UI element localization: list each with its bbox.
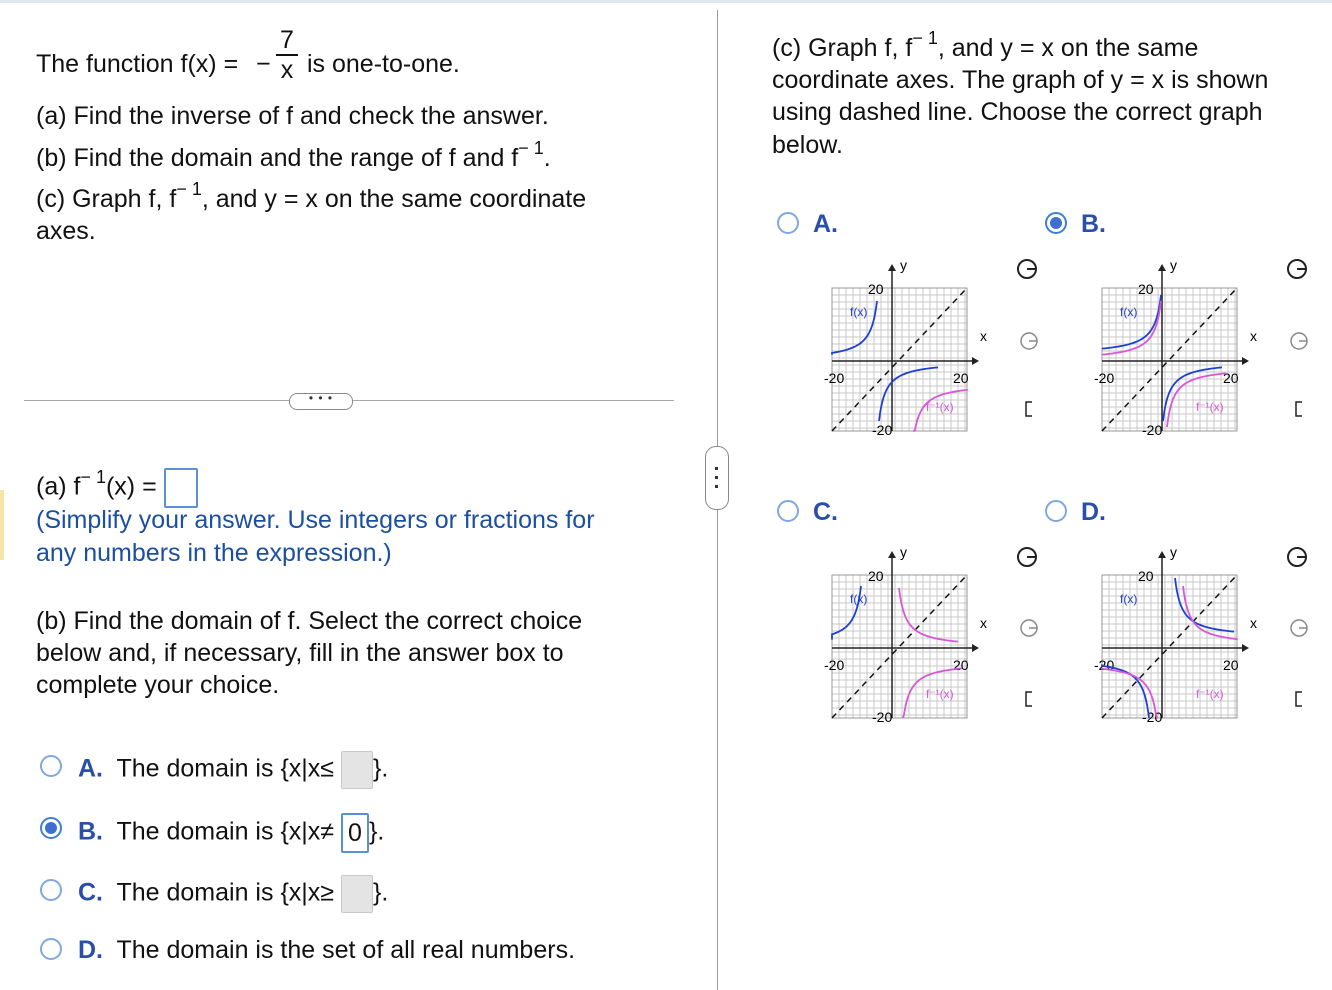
fraction [274, 26, 300, 84]
graph-option-d-label[interactable]: D. [1081, 498, 1106, 526]
part-c-question: (c) Graph f, $f^{- 1}$, and y = x on the same coordinate [36, 179, 587, 213]
graph-option-c-label[interactable]: C. [813, 498, 838, 526]
f-label: f(x) [850, 305, 868, 319]
f-curve-branch [1102, 295, 1161, 349]
f-label: f(x) [1120, 305, 1138, 319]
graph-option-a-label[interactable]: A. [813, 210, 838, 238]
graph-option-b-radio[interactable] [1045, 212, 1067, 234]
graph-option-b-label[interactable]: B. [1081, 210, 1106, 238]
part-b-prompt-line2: below and, if necessary, fill in the answer box to [36, 639, 564, 667]
fraction-numerator: 7 [280, 26, 294, 54]
x-axis-label: x [1250, 615, 1257, 631]
x-axis-arrow [972, 357, 979, 365]
finv-label: f⁻¹(x) [926, 687, 954, 701]
expand-more-button[interactable]: • • • [289, 393, 353, 410]
tick-label-bottom: -20 [1142, 422, 1163, 438]
finv-label: f⁻¹(x) [1196, 687, 1224, 701]
y-axis-arrow [1158, 264, 1166, 271]
graph-a-zoom-icon[interactable] [1018, 330, 1040, 352]
x-axis-arrow [972, 644, 979, 652]
inverse-answer-input[interactable] [164, 468, 198, 508]
top-border [0, 0, 1332, 3]
tick-label-bottom: -20 [872, 709, 893, 725]
tick-label-bottom: -20 [872, 422, 893, 438]
domain-option-b-radio[interactable] [40, 817, 62, 839]
tick-label-top: 20 [1138, 281, 1154, 297]
graph-b [1092, 253, 1257, 443]
y-axis-label: y [900, 257, 907, 273]
focus-indicator [0, 490, 4, 560]
tick-label-left: -20 [1094, 370, 1115, 386]
tick-label-top: 20 [1138, 568, 1154, 584]
part-c-prompt-line3: using dashed line. Choose the correct graph [772, 98, 1263, 126]
answer-a-label: (a) $f^{- 1}(x)$ = [36, 468, 198, 508]
x-axis-label: x [980, 615, 987, 631]
part-c-prompt: (c) Graph f, $f^{- 1}$, and y = x on the same [772, 28, 1199, 62]
finv-label: f⁻¹(x) [926, 400, 954, 414]
graph-c-zoom-icon[interactable] [1018, 617, 1040, 639]
graph-a-expand-icon[interactable] [1020, 398, 1042, 420]
part-c-question-line2: axes. [36, 217, 96, 245]
tick-label-right: 20 [1223, 657, 1239, 673]
tick-label-right: 20 [1223, 370, 1239, 386]
f-label: f(x) [1120, 592, 1138, 606]
domain-option-b[interactable]: B. The domain is {x|x≠ 0 }. [78, 813, 384, 853]
domain-option-d[interactable]: D. The domain is the set of all real numbers. [78, 936, 576, 964]
graph-option-a-radio[interactable] [777, 212, 799, 234]
minus-sign: − [256, 50, 271, 78]
fraction-denominator: x [280, 56, 294, 84]
graph-option-c-radio[interactable] [777, 500, 799, 522]
x-axis-arrow [1242, 357, 1249, 365]
part-c-prompt-line4: below. [772, 131, 843, 159]
graph-c [822, 540, 987, 730]
domain-option-a-radio[interactable] [40, 755, 62, 777]
tick-label-right: 20 [953, 657, 969, 673]
graph-c-expand-icon[interactable] [1020, 688, 1042, 710]
part-c-prompt-line2: coordinate axes. The graph of y = x is shown [772, 66, 1269, 94]
x-axis-label: x [980, 328, 987, 344]
f-label: f(x) [850, 592, 868, 606]
domain-option-b-input[interactable]: 0 [341, 813, 369, 853]
answer-a-hint-line2: any numbers in the expression.) [36, 539, 392, 567]
y-axis-label: y [1170, 257, 1177, 273]
graph-b-expand-icon[interactable] [1290, 398, 1312, 420]
graph-b-zoom-icon[interactable] [1288, 330, 1310, 352]
tick-label-top: 20 [868, 281, 884, 297]
tick-label-left: -20 [824, 657, 845, 673]
y-axis-label: y [1170, 544, 1177, 560]
graph-c-magnify-icon[interactable] [1016, 546, 1038, 568]
tick-label-right: 20 [953, 370, 969, 386]
x-axis-arrow [1242, 644, 1249, 652]
tick-label-bottom: -20 [1142, 709, 1163, 725]
domain-option-d-radio[interactable] [40, 938, 62, 960]
y-axis-arrow [1158, 551, 1166, 558]
part-b-prompt-line3: complete your choice. [36, 671, 280, 699]
y-axis-arrow [888, 264, 896, 271]
domain-option-a-input[interactable] [341, 751, 373, 789]
graph-d-zoom-icon[interactable] [1288, 617, 1310, 639]
graph-b-magnify-icon[interactable] [1286, 258, 1308, 280]
graph-option-d-radio[interactable] [1045, 500, 1067, 522]
domain-option-c[interactable]: C. The domain is {x|x≥ }. [78, 875, 388, 913]
part-b-prompt: (b) Find the domain of f. Select the correct choice [36, 607, 583, 635]
finv-label: f⁻¹(x) [1196, 400, 1224, 414]
y-axis-arrow [888, 551, 896, 558]
part-b-question: (b) Find the domain and the range of f and $f^{- 1}$. [36, 138, 551, 172]
domain-option-c-input[interactable] [341, 875, 373, 913]
answer-a-hint: (Simplify your answer. Use integers or fractions for [36, 506, 595, 534]
x-axis-label: x [1250, 328, 1257, 344]
graph-a-magnify-icon[interactable] [1016, 258, 1038, 280]
tick-label-left: -20 [824, 370, 845, 386]
y-axis-label: y [900, 544, 907, 560]
part-a-question: (a) Find the inverse of f and check the answer. [36, 102, 549, 130]
problem-intro: The function f(x) = [36, 50, 239, 78]
tick-label-top: 20 [868, 568, 884, 584]
graph-d [1092, 540, 1257, 730]
domain-option-a[interactable]: A. The domain is {x|x≤ }. [78, 751, 388, 789]
tick-label-left: -20 [1094, 657, 1115, 673]
graph-a [822, 253, 987, 443]
graph-d-expand-icon[interactable] [1290, 688, 1312, 710]
graph-d-magnify-icon[interactable] [1286, 546, 1308, 568]
resize-handle[interactable] [705, 446, 729, 510]
intro-after: is one-to-one. [307, 50, 460, 78]
domain-option-c-radio[interactable] [40, 879, 62, 901]
